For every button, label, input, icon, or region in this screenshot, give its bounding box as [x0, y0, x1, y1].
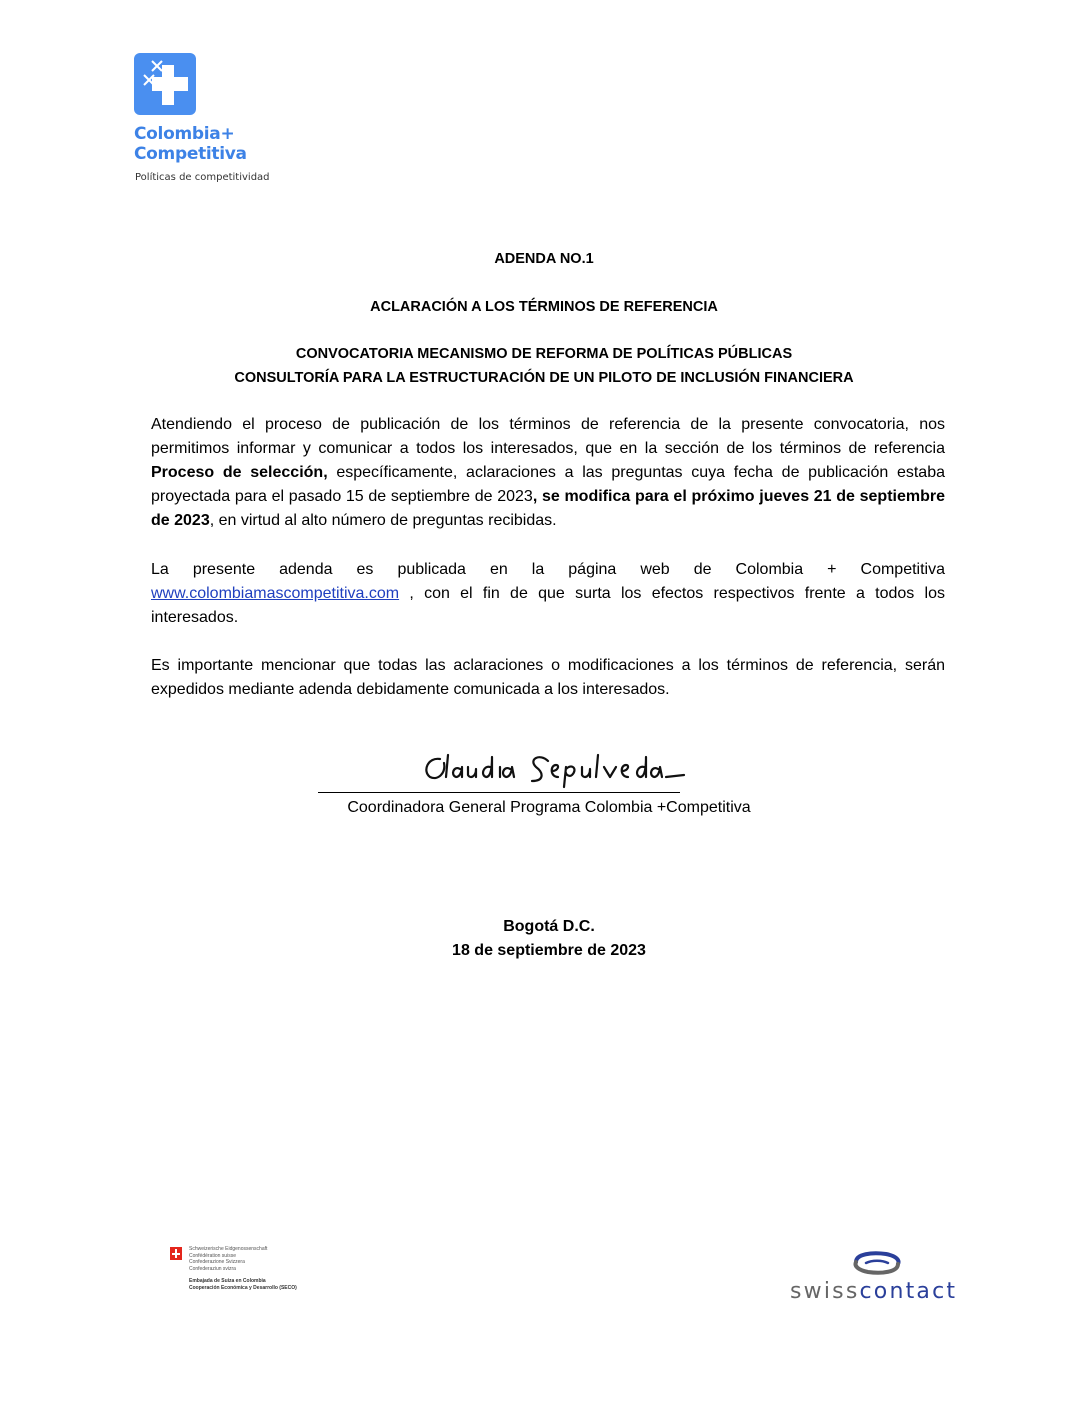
- date: 18 de septiembre de 2023: [452, 942, 646, 959]
- logo-line2: Competitiva: [134, 144, 247, 164]
- paragraph1-text-c: , en virtud al alto número de preguntas recibidas.: [209, 512, 557, 529]
- place: Bogotá D.C.: [503, 918, 595, 935]
- swisscontact-word-swiss: swiss: [790, 1279, 860, 1304]
- consultoria-heading: CONSULTORÍA PARA LA ESTRUCTURACIÓN DE UN PILOTO DE INCLUSIÓN FINANCIERA: [234, 370, 854, 386]
- swisscontact-wordmark: [790, 1279, 957, 1304]
- swisscontact-word-contact: contact: [859, 1279, 958, 1304]
- swisscontact-logo: [790, 1250, 970, 1310]
- swiss-name-it: Confederazione Svizzera: [189, 1259, 245, 1265]
- paragraph-publication: [151, 558, 945, 630]
- paragraph1-bold-section: Proceso de selección,: [151, 464, 328, 481]
- swiss-name-rm: Confederaziun svizra: [189, 1265, 236, 1272]
- paragraph-announcement: [151, 413, 945, 533]
- paragraph1-text-b: específicamente, aclaraciones a las preguntas cuya fecha de publicación estaba proyectada para el pasado 15 de septiembre de 2023: [151, 464, 946, 505]
- paragraph1-bold-new-date: , se modifica para el próximo jueves 21 de septiembre de 2023: [151, 488, 946, 529]
- document-subtitle: ACLARACIÓN A LOS TÉRMINOS DE REFERENCIA: [370, 299, 718, 315]
- website-link[interactable]: www.colombiamascompetitiva.com: [151, 585, 400, 602]
- swiss-name-fr: Confédération suisse: [189, 1252, 236, 1259]
- swiss-confederation-names: [189, 1246, 267, 1272]
- paragraph2-text-a: La presente adenda es publicada en la página web de Colombia + Competitiva: [151, 561, 945, 578]
- document-title: ADENDA NO.1: [494, 251, 594, 267]
- logo-line1: Colombia+: [134, 124, 235, 144]
- convocatoria-heading: CONVOCATORIA MECANISMO DE REFORMA DE POLÍTICAS PÚBLICAS: [295, 346, 793, 362]
- swiss-name-de: Schweizerische Eidgenossenschaft: [189, 1246, 268, 1252]
- handwritten-signature: [420, 745, 690, 789]
- swiss-confederation-logo: [170, 1243, 320, 1299]
- paragraph-notice: Es importante mencionar que todas las aclaraciones o modificaciones a los términos de referencia, serán expedidos mediante adenda debidamente comunicada a los interesados.: [151, 657, 945, 698]
- colombia-competitiva-logo-icon: [134, 53, 196, 115]
- swiss-embassy-line1: Embajada de Suiza en Colombia: [189, 1278, 266, 1284]
- swiss-embassy-names: [189, 1278, 297, 1291]
- swiss-embassy-line2: Cooperación Económica y Desarrollo (SECO): [189, 1284, 297, 1291]
- paragraph1-text-a: Atendiendo el proceso de publicación de los términos de referencia de la presente convocatoria, nos permitimos informar y comunicar a todos los interesados, que en la sección de los términos de referencia: [151, 416, 945, 457]
- swisscontact-swirl-icon: [852, 1250, 902, 1276]
- paragraph2-text-b: , con el fin de que surta los efectos respectivos frente a todos los interesados.: [151, 585, 945, 626]
- logo-tagline: Políticas de competitividad: [135, 172, 270, 183]
- signature-line: [318, 792, 680, 793]
- logo-wordmark: [134, 124, 247, 164]
- swiss-flag-icon: [170, 1247, 182, 1260]
- signer-title: Coordinadora General Programa Colombia +Competitiva: [347, 799, 751, 816]
